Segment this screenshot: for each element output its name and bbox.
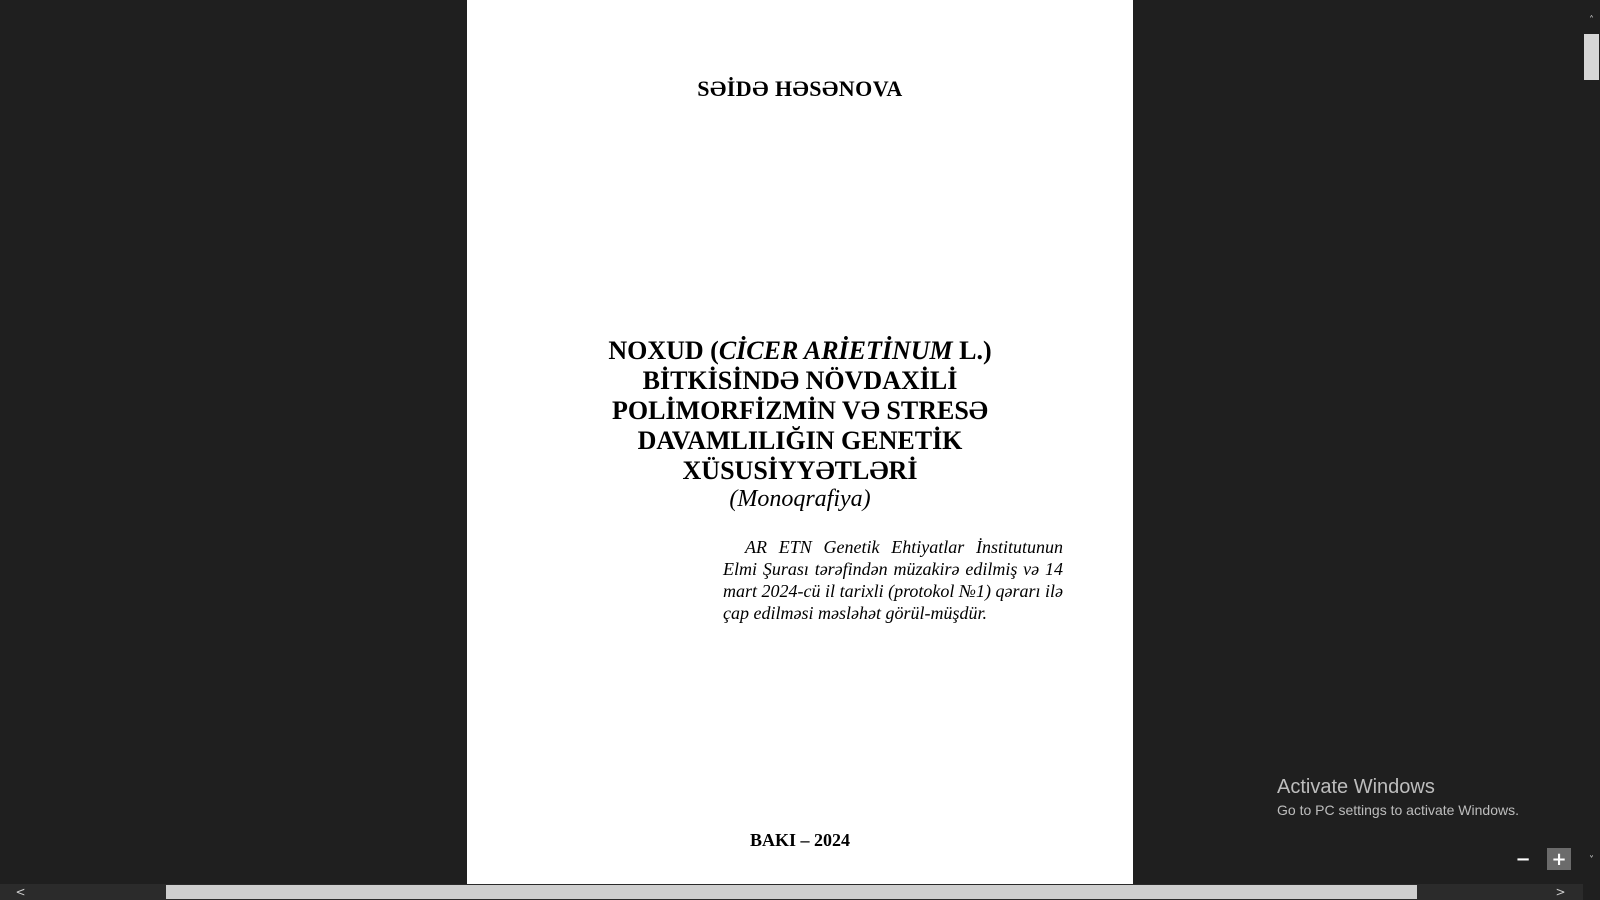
publication-place-year: BAKI – 2024 [749, 830, 850, 850]
document-subtitle: (Monoqrafiya) [729, 486, 871, 512]
vertical-scrollbar[interactable] [1583, 0, 1600, 884]
title-line-4: DAVAMLILIĞIN GENETİK [637, 426, 963, 455]
scroll-down-icon[interactable]: ˅ [1589, 855, 1594, 866]
horizontal-scrollbar[interactable] [0, 884, 1600, 900]
watermark-title: Activate Windows [1277, 776, 1435, 798]
document-title [527, 336, 1073, 486]
species-name: CİCER ARİETİNUM [718, 336, 953, 365]
title-line-3: POLİMORFİZMİN VƏ STRESƏ [612, 396, 988, 425]
activation-watermark [1277, 774, 1519, 820]
scrollbar-corner [1583, 884, 1600, 900]
scroll-left-icon[interactable]: < [15, 885, 26, 899]
approval-note: AR ETN Genetik Ehtiyatlar İnstitutunun Elmi Şurası tərəfindən müzakirə edilmiş və 14 mart 2024-cü il tarixli (protokol №1) qərarı ilə çap edilməsi məsləhət görül-müşdür. [723, 537, 1063, 623]
title-line-2: BİTKİSİNDƏ NÖVDAXİLİ [642, 366, 958, 395]
scroll-right-icon[interactable]: > [1555, 885, 1566, 899]
title-line-5: XÜSUSİYYƏTLƏRİ [682, 456, 918, 485]
horizontal-scroll-thumb[interactable] [166, 885, 1417, 899]
zoom-out-button[interactable]: − [1515, 848, 1531, 870]
vertical-scroll-thumb[interactable] [1584, 34, 1599, 80]
scroll-up-icon[interactable]: ˄ [1589, 15, 1594, 26]
author-name: SƏİDƏ HƏSƏNOVA [697, 76, 903, 101]
watermark-subtitle: Go to PC settings to activate Windows. [1277, 802, 1519, 818]
document-page [467, 0, 1133, 884]
zoom-in-button[interactable]: + [1547, 848, 1571, 870]
title-line-1: NOXUD (CİCER ARİETİNUM L.) [608, 336, 992, 365]
